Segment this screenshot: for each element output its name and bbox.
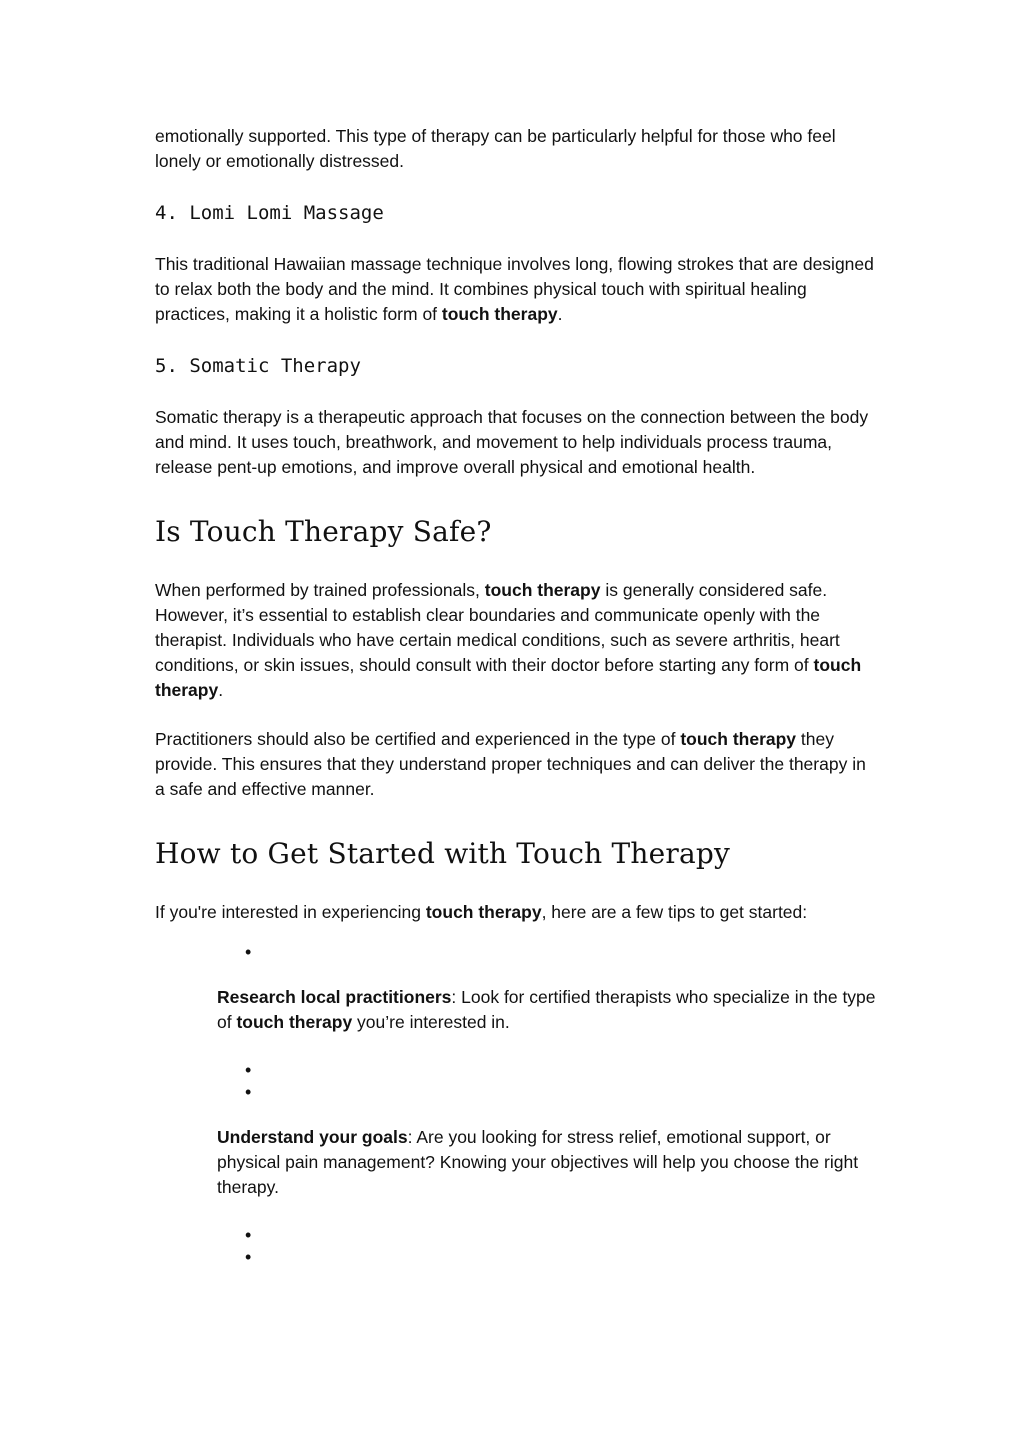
tip-research-practitioners: Research local practitioners: Look for certified therapists who specialize in the type of touch therapy you’re interested in.: [217, 987, 876, 1032]
empty-bullet: •: [245, 1247, 252, 1267]
section-heading-lomi-lomi: 4. Lomi Lomi Massage: [155, 202, 384, 224]
section-heading-somatic: 5. Somatic Therapy: [155, 355, 361, 377]
empty-bullet: •: [245, 942, 252, 962]
safety-paragraph-1: When performed by trained professionals, touch therapy is generally considered safe. However, it’s essential to establish clear boundaries and communicate openly with the therapist. Individuals who have certain medical conditions, such as severe arthritis, heart conditions, or skin issues, should consult with their doctor before starting any form of touch therapy.: [155, 580, 862, 700]
lomi-lomi-paragraph: This traditional Hawaiian massage technique involves long, flowing strokes that are designed to relax both the body and the mind. It combines physical touch with spiritual healing practices, making it a holistic form of touch therapy.: [155, 254, 874, 324]
empty-bullet: •: [245, 1060, 252, 1080]
somatic-paragraph: Somatic therapy is a therapeutic approach that focuses on the connection between the body and mind. It uses touch, breathwork, and movement to help individuals process trauma, release pent-up emotions, and improve overall physical and emotional health.: [155, 407, 869, 477]
heading-is-touch-therapy-safe: Is Touch Therapy Safe?: [155, 515, 492, 548]
heading-how-to-get-started: How to Get Started with Touch Therapy: [155, 837, 731, 870]
empty-bullet: •: [245, 1225, 252, 1245]
tip-understand-goals: Understand your goals: Are you looking for stress relief, emotional support, or physical pain management? Knowing your objectives will help you choose the right therapy.: [217, 1127, 859, 1197]
safety-paragraph-2: Practitioners should also be certified and experienced in the type of touch therapy they provide. This ensures that they understand proper techniques and can deliver the therapy in a safe and effective manner.: [155, 729, 866, 799]
document-page: [155, 124, 875, 1268]
get-started-intro: If you're interested in experiencing touch therapy, here are a few tips to get started:: [155, 902, 808, 922]
intro-paragraph: emotionally supported. This type of therapy can be particularly helpful for those who feel lonely or emotionally distressed.: [155, 126, 836, 171]
bold-touch-therapy: touch therapy: [441, 304, 558, 324]
empty-bullet: •: [245, 1082, 252, 1102]
